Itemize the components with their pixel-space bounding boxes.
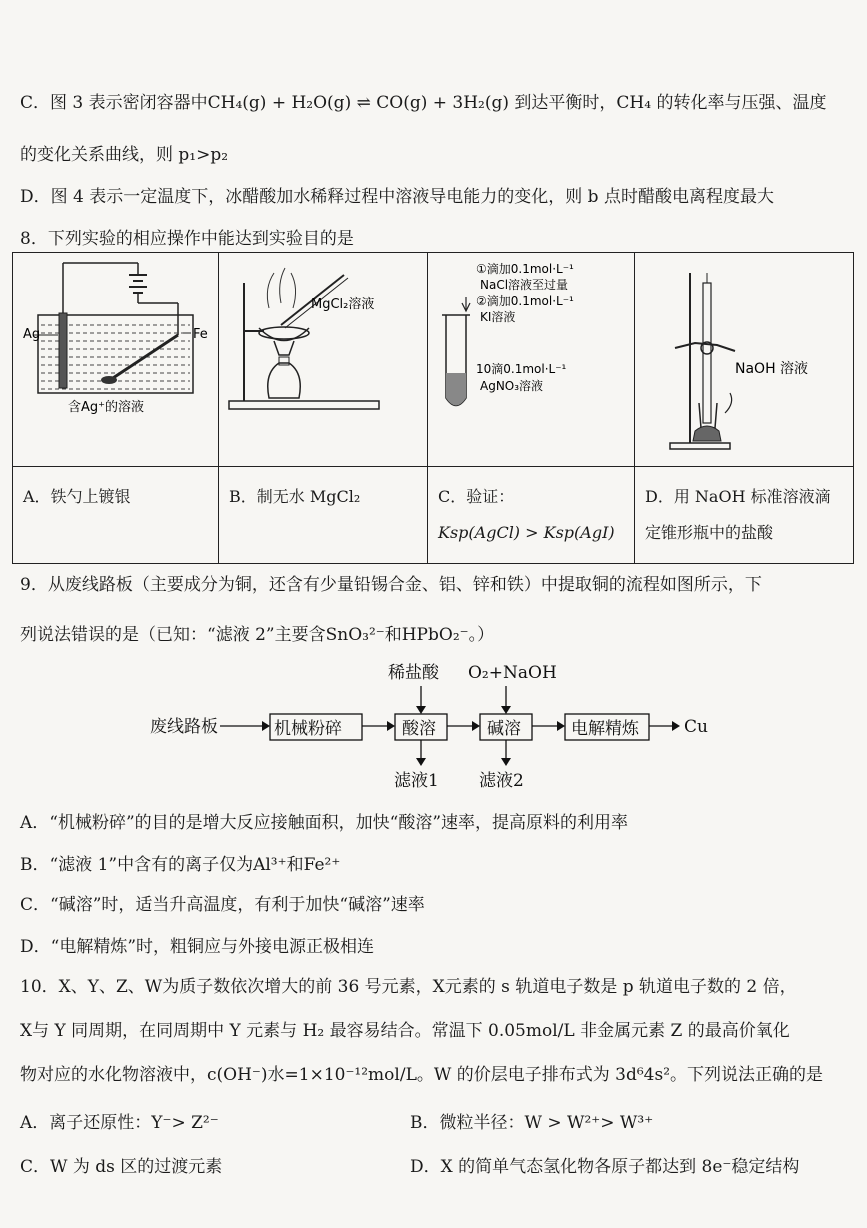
drop-step1: ①滴加0.1mol·L⁻¹ (476, 262, 574, 276)
q10-stem-line2: X与 Y 同周期，在同周期中 Y 元素与 H₂ 最容易结合。常温下 0.05mol/L 非金属元素 Z 的最高价氧化 (20, 1021, 790, 1041)
q10-option-d: D．X 的简单气态氢化物各原子都达到 8e⁻稳定结构 (410, 1157, 800, 1177)
option-c-caption: C．验证： Ksp(AgCl) > Ksp(AgI) (428, 467, 635, 564)
titration-diagram (635, 253, 845, 461)
filtrate-2: 滤液2 (479, 771, 524, 791)
flow-step-crush: 机械粉碎 (274, 719, 342, 739)
figure-a-electroplating (13, 253, 219, 467)
option-b-caption: B．制无水 MgCl₂ (219, 467, 428, 564)
figure-b-evaporation (219, 253, 428, 467)
ag-label: Ag (23, 327, 41, 342)
test-tube-diagram (428, 253, 634, 461)
naoh-label: NaOH 溶液 (735, 361, 809, 377)
option-d-caption: D．用 NaOH 标准溶液滴 定锥形瓶中的盐酸 (635, 467, 854, 564)
flow-step-refine: 电解精炼 (571, 719, 639, 739)
figure-c-test-tube (428, 253, 635, 467)
q7-option-d: D．图 4 表示一定温度下，冰醋酸加水稀释过程中溶液导电能力的变化，则 b 点时醋酸电离程度最大 (20, 187, 774, 207)
figure-d-titration (635, 253, 854, 467)
flow-step-base: 碱溶 (487, 719, 521, 739)
q7-option-c-line2: 的变化关系曲线，则 p₁>p₂ (20, 145, 229, 165)
q9-stem-line2: 列说法错误的是（已知：“滤液 2”主要含SnO₃²⁻和HPbO₂⁻。） (20, 625, 495, 645)
evaporation-diagram (219, 253, 427, 461)
q7-option-c-line1: C．图 3 表示密闭容器中CH₄(g) + H₂O(g) ⇌ CO(g) + 3H₂(g) 到达平衡时，CH₄ 的转化率与压强、温度 (20, 93, 827, 113)
q10-stem-line1: 10．X、Y、Z、W为质子数依次增大的前 36 号元素，X元素的 s 轨道电子数是 p 轨道电子数的 2 倍， (20, 977, 797, 997)
filtrate-1: 滤液1 (394, 771, 439, 791)
fe-label: Fe (193, 327, 208, 342)
electroplating-diagram (13, 253, 218, 461)
agno3-drops: 10滴0.1mol·L⁻¹ (476, 362, 567, 376)
q8-stem: 8．下列实验的相应操作中能达到实验目的是 (20, 229, 354, 249)
q10-options-row1 (20, 1108, 860, 1133)
flow-step-acid: 酸溶 (402, 719, 436, 739)
q9-option-b: B．“滤液 1”中含有的离子仅为Al³⁺和Fe²⁺ (20, 855, 341, 875)
flow-start: 废线路板 (150, 717, 218, 737)
q10-options-row2 (20, 1152, 860, 1177)
q10-stem-line3: 物对应的水化物溶液中，c(OH⁻)水=1×10⁻¹²mol/L。W 的价层电子排布式为 3d⁶4s²。下列说法正确的是 (20, 1065, 824, 1085)
q10-option-b: B．微粒半径：W > W²⁺> W³⁺ (410, 1113, 654, 1133)
q10-option-c: C．W 为 ds 区的过渡元素 (20, 1157, 223, 1177)
reagent-hcl: 稀盐酸 (388, 663, 439, 683)
q9-option-a: A．“机械粉碎”的目的是增大反应接触面积，加快“酸溶”速率，提高原料的利用率 (20, 813, 629, 833)
option-a-caption: A．铁勺上镀银 (13, 467, 219, 564)
drop-step1-reagent: NaCl溶液至过量 (480, 278, 569, 292)
q8-experiment-table (12, 252, 854, 564)
mgcl2-label: MgCl₂溶液 (311, 297, 375, 312)
q9-option-c: C．“碱溶”时，适当升高温度，有利于加快“碱溶”速率 (20, 895, 425, 915)
reagent-o2-naoh: O₂+NaOH (468, 663, 557, 683)
agno3-reagent: AgNO₃溶液 (480, 379, 544, 393)
q10-option-a: A．离子还原性：Y⁻> Z²⁻ (20, 1113, 219, 1133)
q9-stem-line1: 9．从废线路板（主要成分为铜，还含有少量铅锡合金、铝、锌和铁）中提取铜的流程如图所示，下 (20, 575, 762, 595)
q9-option-d: D．“电解精炼”时，粗铜应与外接电源正极相连 (20, 937, 375, 957)
drop-step2: ②滴加0.1mol·L⁻¹ (476, 294, 574, 308)
drop-step2-reagent: KI溶液 (480, 310, 516, 324)
solution-label: 含Ag⁺的溶液 (68, 400, 145, 415)
flow-product: Cu (684, 717, 708, 737)
q9-flow-chart (150, 656, 710, 796)
